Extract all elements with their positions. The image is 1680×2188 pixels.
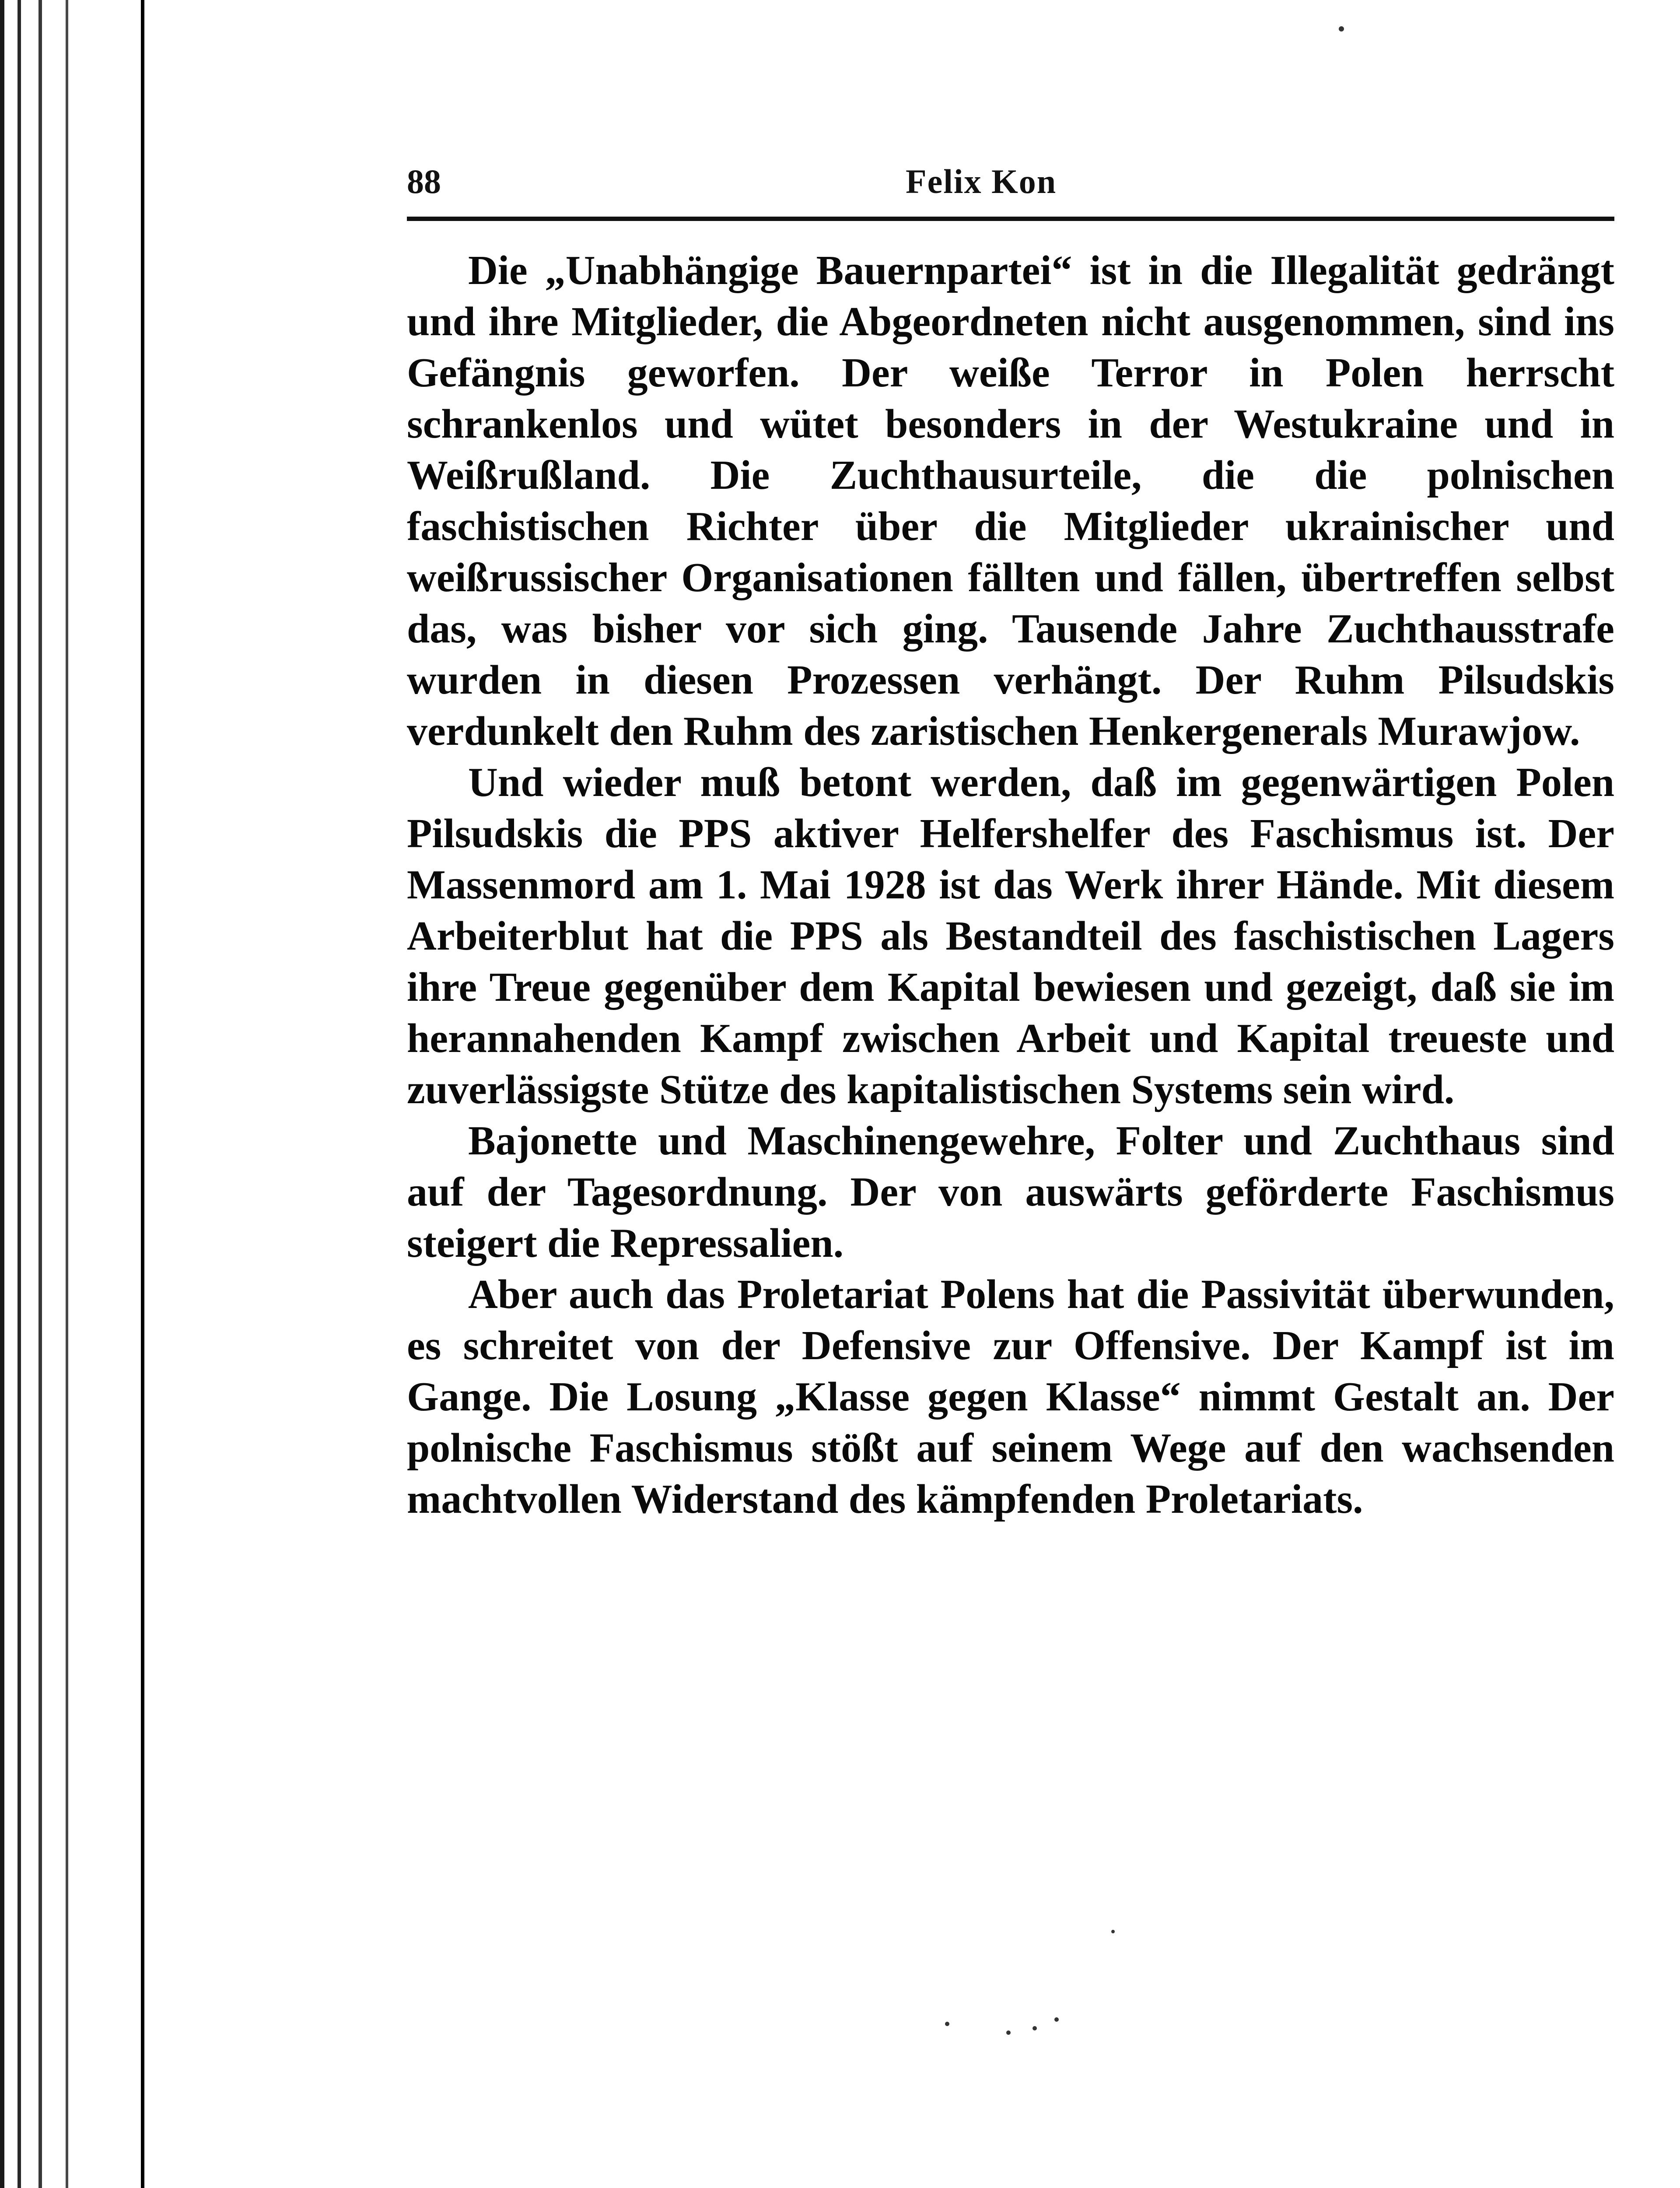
header-rule xyxy=(407,217,1614,221)
scan-speck xyxy=(1032,2026,1037,2030)
scan-speck xyxy=(945,2022,949,2026)
scan-speck xyxy=(1006,2030,1011,2035)
page-header xyxy=(407,162,1614,210)
paragraph: Die „Unabhängige Bauernpartei“ ist in die Illegalität gedrängt und ihre Mitglieder, die Abgeordneten nicht ausgenommen, sind ins Gefängnis geworfen. Der weiße Terror in Polen herrscht schrankenlos und wütet besonders in der Westukraine und in Weißrußland. Die Zuchthausurteile, die die polnischen faschistischen Richter über die Mitglieder ukrainischer und weißrussischer Organisationen fällten und fällen, übertreffen selbst das, was bisher vor sich ging. Tausende Jahre Zuchthausstrafe wurden in diesen Prozessen verhängt. Der Ruhm Pilsudskis verdunkelt den Ruhm des zaristischen Henkergenerals Murawjow. xyxy=(407,248,1614,754)
scan-speck xyxy=(1111,1930,1115,1933)
paragraph: Und wieder muß betont werden, daß im gegenwärtigen Polen Pilsudskis die PPS aktiver Helfershelfer des Faschismus ist. Der Massenmord am 1. Mai 1928 ist das Werk ihrer Hände. Mit diesem Arbeiterblut hat die PPS als Bestandteil des faschistischen Lagers ihre Treue gegenüber dem Kapital bewiesen und gezeigt, daß sie im herannahenden Kampf zwischen Arbeit und Kapital treueste und zuverlässigste Stütze des kapitalistischen Systems sein wird. xyxy=(407,760,1614,1112)
scan-speck xyxy=(1339,26,1344,32)
body-text xyxy=(407,245,1614,1525)
scan-speck xyxy=(1054,2017,1059,2022)
paragraph: Aber auch das Proletariat Polens hat die Passivität überwunden, es schreitet von der Defensive zur Offensive. Der Kampf ist im Gange. Die Losung „Klasse gegen Klasse“ nimmt Gestalt an. Der polnische Faschismus stößt auf seinem Wege auf den wachsenden machtvollen Widerstand des kämpfenden Proletariats. xyxy=(407,1272,1614,1522)
scanned-gutter xyxy=(0,0,144,2188)
page-edge-line xyxy=(141,0,144,2188)
running-title: Felix Kon xyxy=(906,162,1057,200)
page-number: 88 xyxy=(407,162,441,200)
paragraph: Bajonette und Maschinengewehre, Folter und Zuchthaus sind auf der Tagesordnung. Der von auswärts geförderte Faschismus steigert die Repressalien. xyxy=(407,1118,1614,1266)
